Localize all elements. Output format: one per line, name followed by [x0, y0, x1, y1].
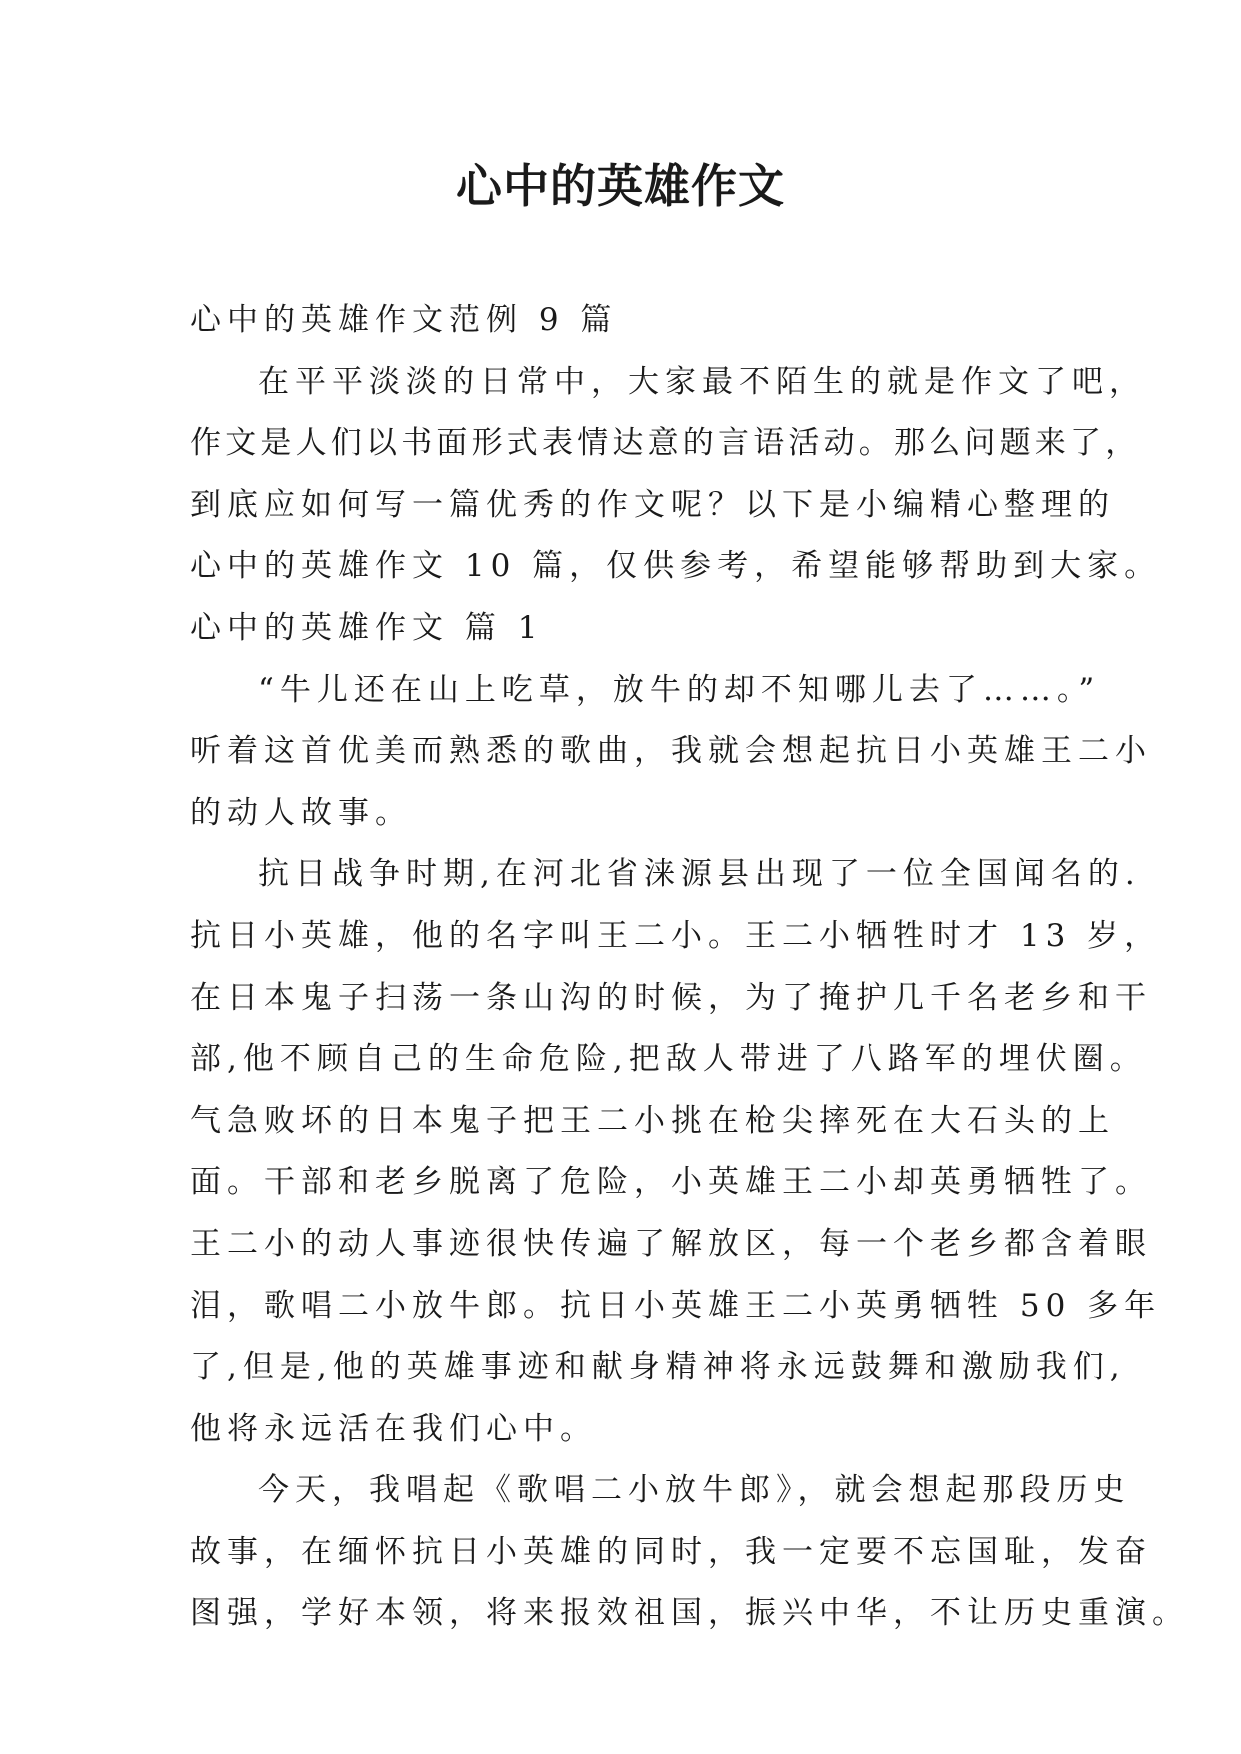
text-line: 听着这首优美而熟悉的歌曲，我就会想起抗日小英雄王二小 — [190, 733, 1152, 770]
text-line: 故事，在缅怀抗日小英雄的同时，我一定要不忘国耻，发奋 — [190, 1533, 1152, 1570]
text-line: 抗日小英雄，他的名字叫王二小。王二小牺牲时才 13 岁， — [190, 917, 1162, 954]
text-line: “牛儿还在山上吃草，放牛的却不知哪儿去了……。” — [258, 671, 1101, 708]
text-line: 气急败坏的日本鬼子把王二小挑在枪尖摔死在大石头的上 — [190, 1102, 1115, 1139]
text-line: 在平平淡淡的日常中，大家最不陌生的就是作文了吧， — [258, 363, 1146, 400]
text-line: 抗日战争时期,在河北省涞源县出现了一位全国闻名的. — [258, 856, 1141, 893]
text-line: 今天，我唱起《歌唱二小放牛郎》，就会想起那段历史 — [258, 1472, 1131, 1509]
text-line: 作文是人们以书面形式表情达意的言语活动。那么问题来了， — [190, 425, 1141, 462]
text-line: 王二小的动人事迹很快传遍了解放区，每一个老乡都含着眼 — [190, 1225, 1152, 1262]
text-line: 泪，歌唱二小放牛郎。抗日小英雄王二小英勇牺牲 50 多年 — [190, 1287, 1162, 1324]
text-line: 心中的英雄作文 10 篇，仅供参考，希望能够帮助到大家。 — [190, 548, 1162, 585]
text-line: 到底应如何写一篇优秀的作文呢？以下是小编精心整理的 — [190, 486, 1115, 523]
text-line: 的动人故事。 — [190, 794, 412, 831]
text-line: 心中的英雄作文范例 9 篇 — [190, 302, 618, 338]
text-line: 图强，学好本领，将来报效祖国，振兴中华，不让历史重演。 — [190, 1595, 1189, 1632]
text-line: 在日本鬼子扫荡一条山沟的时候，为了掩护几千名老乡和干 — [190, 979, 1152, 1016]
document-title: 心中的英雄作文 — [456, 159, 785, 213]
text-line: 部,他不顾自己的生命危险,把敌人带进了八路军的埋伏圈。 — [190, 1041, 1147, 1078]
text-line: 心中的英雄作文 篇 1 — [190, 609, 544, 646]
text-line: 了,但是,他的英雄事迹和献身精神将永远鼓舞和激励我们, — [190, 1349, 1126, 1386]
text-line: 面。干部和老乡脱离了危险，小英雄王二小却英勇牺牲了。 — [190, 1164, 1152, 1201]
text-line: 他将永远活在我们心中。 — [190, 1410, 597, 1447]
document-body — [190, 290, 1189, 1645]
